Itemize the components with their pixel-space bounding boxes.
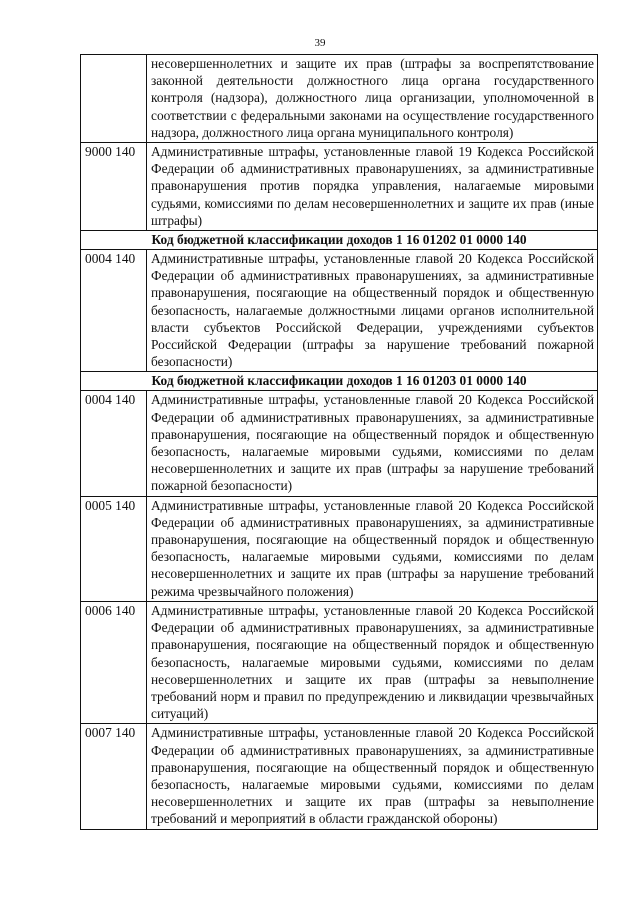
section-heading-row bbox=[81, 231, 598, 250]
table-row bbox=[81, 391, 598, 496]
description-cell: Административные штрафы, установленные главой 20 Кодекса Российской Федерации об административных правонарушениях, за административные правонарушения, посягающие на общественный порядок и общественную безопасность, налагаемые мировыми судьями, комиссиями по делам несовершеннолетних и защите их прав (штрафы за невыполнение требований и мероприятий в области гражданской обороны) bbox=[147, 724, 598, 829]
code-cell: 0004 140 bbox=[81, 391, 147, 496]
table-row bbox=[81, 250, 598, 372]
section-heading: Код бюджетной классификации доходов 1 16 01202 01 0000 140 bbox=[81, 231, 598, 250]
description-cell: Административные штрафы, установленные главой 20 Кодекса Российской Федерации об административных правонарушениях, за административные правонарушения, посягающие на общественный порядок и общественную безопасность, налагаемые мировыми судьями, комиссиями по делам несовершеннолетних и защите их прав (штрафы за нарушение требований режима чрезвычайного положения) bbox=[147, 496, 598, 601]
code-cell: 0004 140 bbox=[81, 250, 147, 372]
section-heading-row bbox=[81, 372, 598, 391]
description-cell: Административные штрафы, установленные главой 20 Кодекса Российской Федерации об административных правонарушениях, за административные правонарушения, посягающие на общественный порядок и общественную безопасность, налагаемые мировыми судьями, комиссиями по делам несовершеннолетних и защите их прав (штрафы за невыполнение требований норм и правил по предупреждению и ликвидации чрезвычайных ситуаций) bbox=[147, 601, 598, 723]
budget-classification-table bbox=[80, 54, 598, 830]
description-cell: Административные штрафы, установленные главой 20 Кодекса Российской Федерации об административных правонарушениях, за административные правонарушения, посягающие на общественный порядок и общественную безопасность, налагаемые должностными лицами органов исполнительной власти субъектов Российской Федерации, учреждениями субъектов Российской Федерации (штрафы за нарушение требований пожарной безопасности) bbox=[147, 250, 598, 372]
table-row bbox=[81, 496, 598, 601]
code-cell: 9000 140 bbox=[81, 143, 147, 231]
description-cell: Административные штрафы, установленные главой 19 Кодекса Российской Федерации об административных правонарушениях, за административные правонарушения против порядка управления, налагаемые мировыми судьями, комиссиями по делам несовершеннолетних и защите их прав (иные штрафы) bbox=[147, 143, 598, 231]
table-row bbox=[81, 601, 598, 723]
description-cell: несовершеннолетних и защите их прав (штрафы за воспрепятствование законной деятельности должностного лица органа государственного контроля (надзора), должностного лица организации, уполномоченной в соответствии с федеральными законами на осуществление государственного надзора, должностного лица органа муниципального контроля) bbox=[147, 55, 598, 143]
code-cell: 0006 140 bbox=[81, 601, 147, 723]
code-cell bbox=[81, 55, 147, 143]
page-number: 39 bbox=[314, 37, 326, 49]
code-cell: 0007 140 bbox=[81, 724, 147, 829]
section-heading: Код бюджетной классификации доходов 1 16 01203 01 0000 140 bbox=[81, 372, 598, 391]
table-row bbox=[81, 143, 598, 231]
table-row bbox=[81, 724, 598, 829]
description-cell: Административные штрафы, установленные главой 20 Кодекса Российской Федерации об административных правонарушениях, за административные правонарушения, посягающие на общественный порядок и общественную безопасность, налагаемые мировыми судьями, комиссиями по делам несовершеннолетних и защите их прав (штрафы за нарушение требований пожарной безопасности) bbox=[147, 391, 598, 496]
code-cell: 0005 140 bbox=[81, 496, 147, 601]
table-row bbox=[81, 55, 598, 143]
